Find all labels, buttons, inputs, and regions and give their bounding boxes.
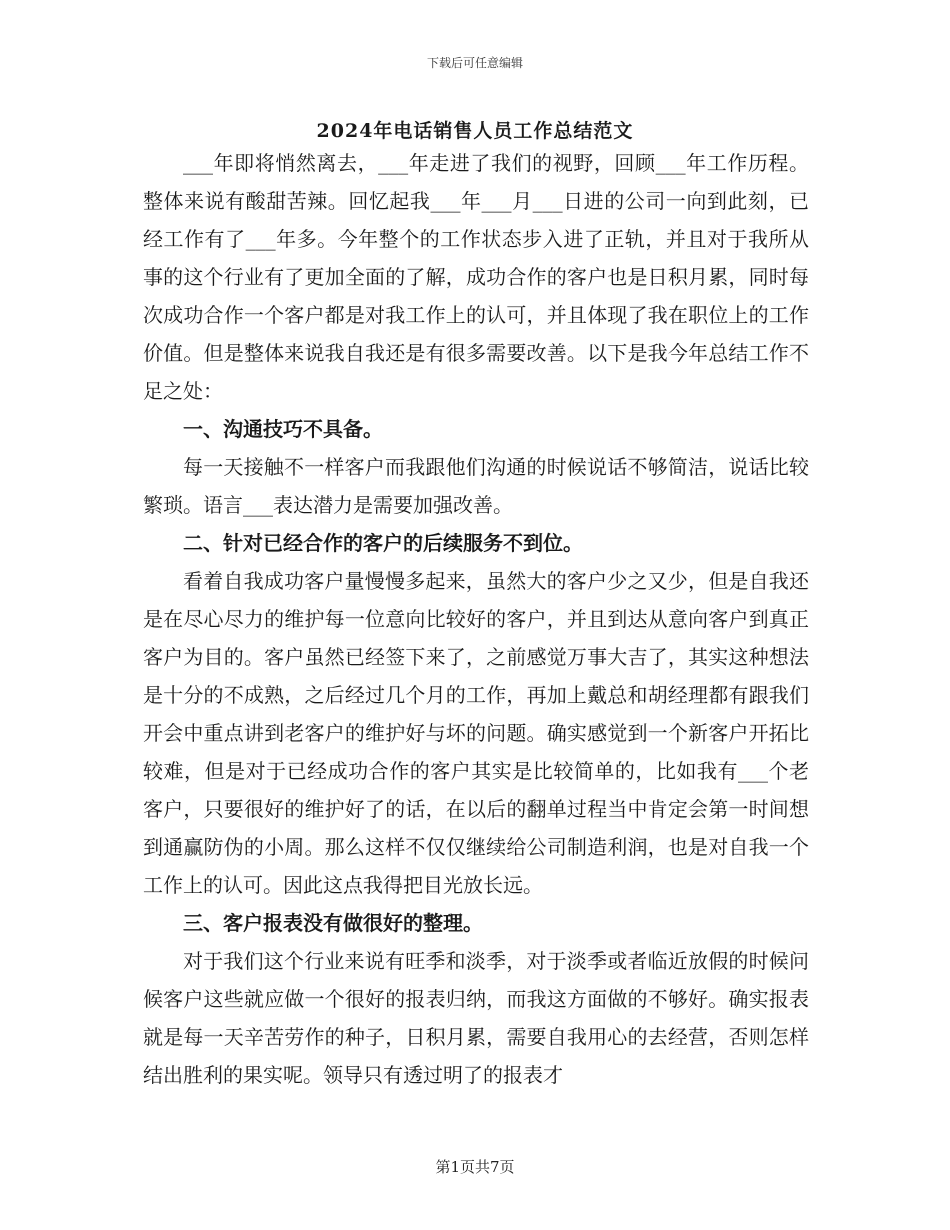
document-title: 2024年电话销售人员工作总结范文 — [316, 120, 634, 142]
paragraph: 对于我们这个行业来说有旺季和淡季，对于淡季或者临近放假的时候问候客户这些就应做一个很好的报表归纳，而我这方面做的不够好。确实报表就是每一天辛苦劳作的种子，日积月累，需要自我用心的去经营，否则怎样结出胜利的果实呢。领导只有透过明了的报表才 — [143, 949, 809, 1087]
paragraph: 每一天接触不一样客户而我跟他们沟通的时候说话不够简洁，说话比较繁琐。语言___表达潜力是需要加强改善。 — [143, 455, 809, 517]
section-heading: 二、针对已经合作的客户的后续服务不到位。 — [183, 531, 583, 555]
paragraph: ___年即将悄然离去，___年走进了我们的视野，回顾___年工作历程。整体来说有酸甜苦辣。回忆起我___年___月___日进的公司一向到此刻，已经工作有了___年多。今年整个的工作状态步入进了正轨，并且对于我所从事的这个行业有了更加全面的了解，成功合作的客户也是日积月累，同时每次成功合作一个客户都是对我工作上的认可，并且体现了我在职位上的工作价值。但是整体来说我自我还是有很多需要改善。以下是我今年总结工作不足之处： — [143, 151, 809, 403]
page-header: 下载后可任意编辑 — [426, 56, 523, 70]
page-footer: 第1页共7页 — [435, 1158, 515, 1176]
section-heading: 一、沟通技巧不具备。 — [183, 417, 383, 441]
paragraph: 看着自我成功客户量慢慢多起来，虽然大的客户少之又少，但是自我还是在尽心尽力的维护每一位意向比较好的客户，并且到达从意向客户到真正客户为目的。客户虽然已经签下来了，之前感觉万事大吉了，其实这种想法是十分的不成熟，之后经过几个月的工作，再加上戴总和胡经理都有跟我们开会中重点讲到老客户的维护好与坏的问题。确实感觉到一个新客户开拓比较难，但是对于已经成功合作的客户其实是比较简单的，比如我有___个老客户，只要很好的维护好了的话，在以后的翻单过程当中肯定会第一时间想到通赢防伪的小周。那么这样不仅仅继续给公司制造利润，也是对自我一个工作上的认可。因此这点我得把目光放长远。 — [143, 569, 809, 897]
section-heading: 三、客户报表没有做很好的整理。 — [183, 911, 483, 935]
document-body — [143, 144, 809, 1094]
